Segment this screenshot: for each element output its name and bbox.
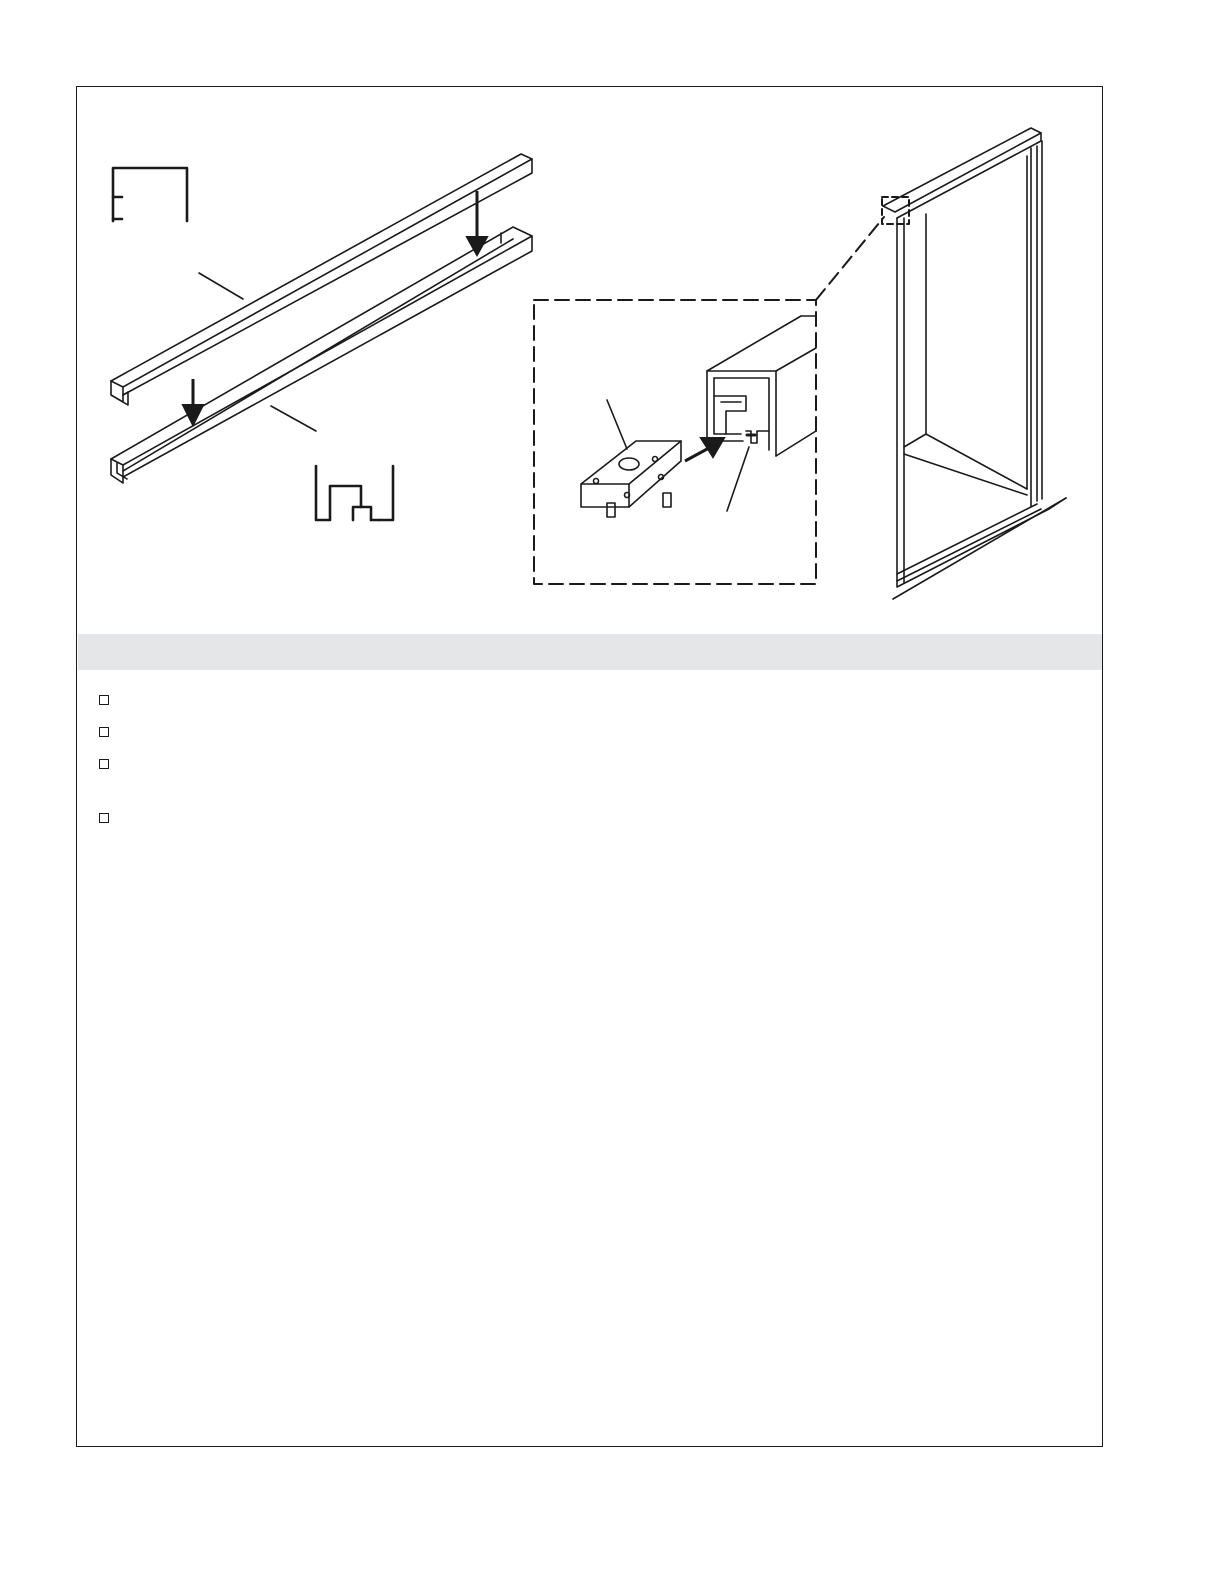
checkbox-icon[interactable]: [99, 695, 109, 705]
arrow-right-icon: [685, 438, 724, 461]
arrow-down-icon: [183, 379, 203, 425]
instruction-step: [99, 722, 1059, 754]
profile-end-detail: [707, 316, 816, 456]
bottom-track-profile: [316, 466, 393, 520]
checkbox-icon[interactable]: [99, 813, 109, 823]
callout-target: [882, 197, 909, 224]
guide-block-part: [581, 441, 681, 517]
leader-line-upper: [199, 273, 243, 299]
instruction-step: [99, 808, 1059, 840]
instruction-list: [99, 690, 1059, 840]
lower-rail: [111, 227, 532, 483]
instruction-step: [99, 690, 1059, 722]
checkbox-icon[interactable]: [99, 759, 109, 769]
top-channel-profile: [113, 168, 187, 221]
checkbox-icon[interactable]: [99, 727, 109, 737]
instruction-panel: [76, 86, 1103, 1447]
installation-figure: [77, 87, 1104, 633]
leader-line-lower: [271, 406, 316, 431]
leader-line-slot: [727, 447, 749, 511]
detail-callout: [534, 300, 816, 584]
callout-link-line: [816, 217, 884, 300]
section-header-band: [78, 634, 1102, 670]
arrow-down-icon: [467, 191, 487, 255]
leader-line-block: [607, 400, 627, 449]
shower-enclosure: [883, 128, 1066, 599]
instruction-step: [99, 754, 1059, 808]
